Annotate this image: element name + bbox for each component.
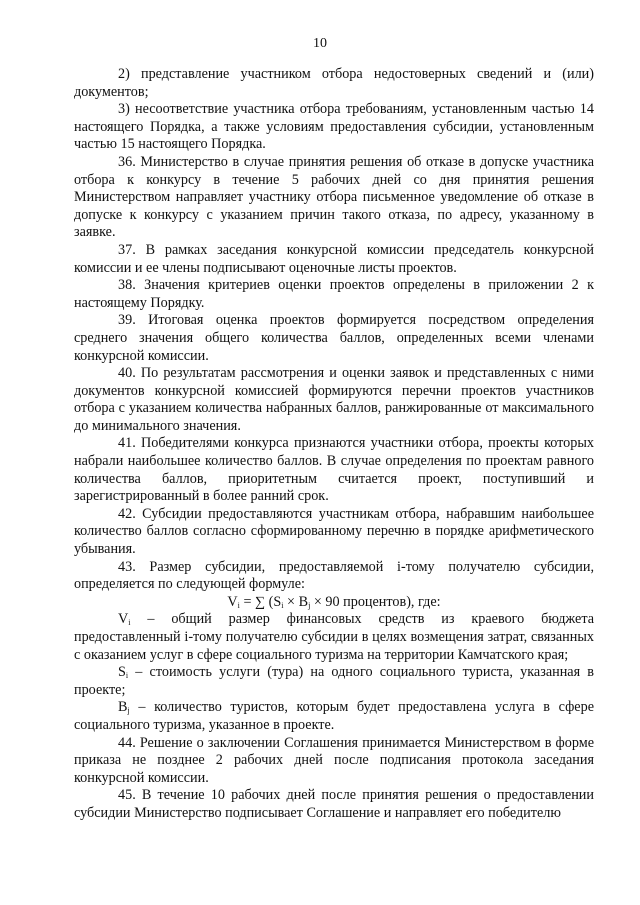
- formula-v: V: [227, 593, 238, 610]
- paragraph-item-2: 2) представление участником отбора недостоверных сведений и (или) документов;: [74, 66, 594, 100]
- formula-tail: × 90 процентов), где:: [310, 593, 441, 610]
- definition-text: – количество туристов, которым будет предоставлена услуга в сфере социального туризма, указанное в проекте.: [74, 699, 594, 733]
- formula-v-subscript: i: [237, 600, 240, 610]
- formula-b-subscript: j: [308, 600, 311, 610]
- paragraph-40: 40. По результатам рассмотрения и оценки заявок и представленных с ними документов конкурсной комиссией формируются перечни проектов участников отбора с указанием количества набранных баллов, ранжированные от максимального до минимального значения.: [74, 365, 594, 434]
- definition-subscript: i: [128, 618, 131, 628]
- paragraph-42: 42. Субсидии предоставляются участникам отбора, набравшим наибольшее количество баллов согласно сформированному перечню в порядке арифметического убывания.: [74, 505, 594, 558]
- paragraph-36: 36. Министерство в случае принятия решения об отказе в допуске участника отбора к конкурсу в течение 5 рабочих дней со дня принятия решения Министерством направляет участнику отбора письменное уведомление об отказе в допуске к конкурсу с указанием причин такого отказа, по адресу, указанному в заявке.: [74, 153, 594, 241]
- document-body: [74, 66, 594, 823]
- definition-s: [74, 664, 594, 699]
- formula-s-subscript: i: [281, 600, 284, 610]
- definition-text: – общий размер финансовых средств из краевого бюджета предоставленный i-тому получателю субсидии в целях возмещения затрат, связанных с оказанием услуг в сфере социального туризма на территории Камчатского края;: [74, 611, 594, 663]
- definition-subscript: i: [125, 671, 129, 681]
- definition-symbol: S: [118, 664, 126, 681]
- paragraph-45: 45. В течение 10 рабочих дней после принятия решения о предоставлении субсидии Министерство подписывает Соглашение и направляет его победителю: [74, 787, 594, 821]
- paragraph-39: 39. Итоговая оценка проектов формируется посредством определения среднего значения общего количества баллов, определенных всеми членами конкурсной комиссии.: [74, 312, 594, 364]
- definition-text: – стоимость услуги (тура) на одного социального туриста, указанная в проекте;: [74, 664, 594, 698]
- paragraph-37: 37. В рамках заседания конкурсной комиссии председатель конкурсной комиссии и ее члены подписывают оценочные листы проектов.: [74, 241, 594, 276]
- definition-symbol: V: [118, 611, 129, 628]
- formula-sum-s: = ∑ (S: [239, 593, 282, 610]
- paragraph-item-3: 3) несоответствие участника отбора требованиям, установленным частью 14 настоящего Порядка, а также условиям предоставления субсидии, установленным частью 15 настоящего Порядка.: [74, 101, 594, 153]
- paragraph-38: 38. Значения критериев оценки проектов определены в приложении 2 к настоящему Порядку.: [74, 277, 594, 311]
- formula-times-b: × B: [283, 593, 309, 610]
- page-number: 10: [313, 36, 327, 51]
- paragraph-41: 41. Победителями конкурса признаются участники отбора, проекты которых набрали наибольшее количество баллов. В случае определения по проектам равного количества баллов, приоритетным считается проект, поступивший и зарегистрированный в более ранний срок.: [74, 435, 594, 505]
- paragraph-43: 43. Размер субсидии, предоставляемой i-тому получателю субсидии, определяется по следующей формуле:: [74, 558, 594, 593]
- definition-subscript: j: [127, 706, 130, 716]
- definition-v: [74, 611, 594, 664]
- subsidy-formula: [74, 594, 594, 612]
- definition-symbol: B: [118, 699, 128, 716]
- definition-b: [74, 699, 594, 734]
- paragraph-44: 44. Решение о заключении Соглашения принимается Министерством в форме приказа не позднее 2 рабочих дней после подписания протокола заседания конкурсной комиссии.: [74, 734, 594, 786]
